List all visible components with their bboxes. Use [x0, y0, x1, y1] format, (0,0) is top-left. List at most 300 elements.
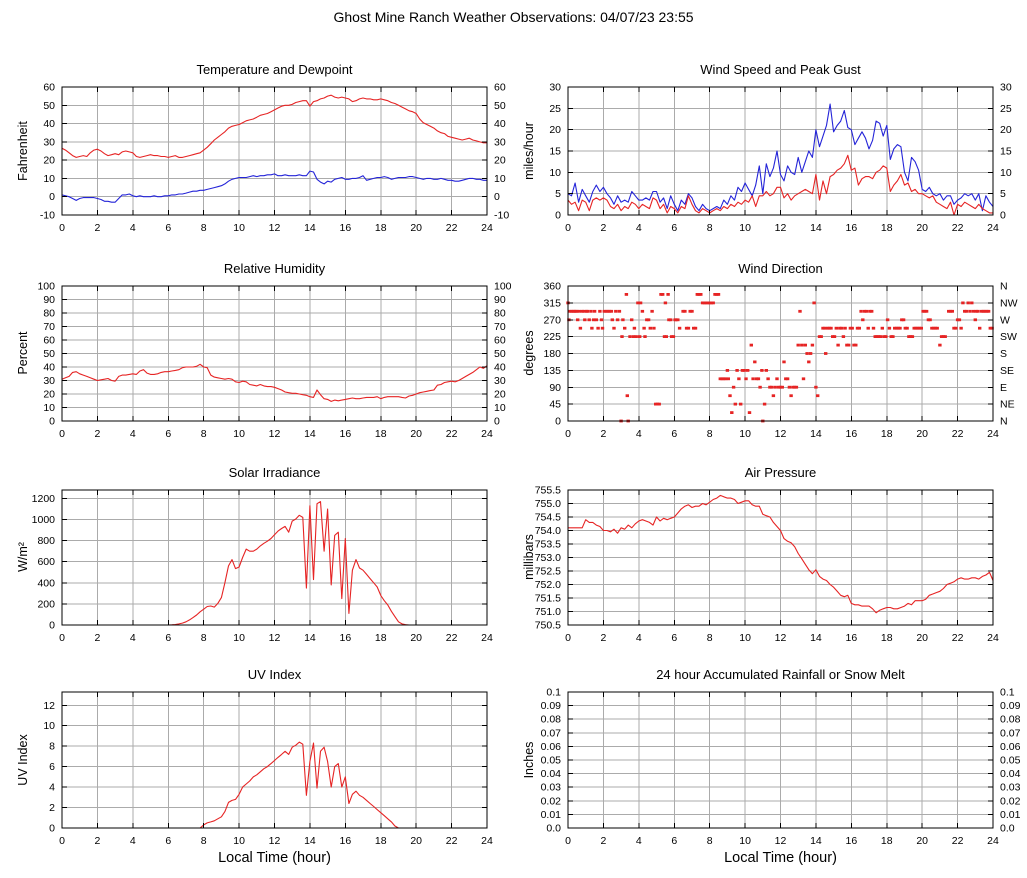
- y-tick-label-left: 50: [43, 348, 55, 360]
- x-tick-label: 20: [916, 632, 929, 644]
- y-tick-label-right: 10: [494, 402, 506, 414]
- y-tick-label-right: 60: [494, 334, 506, 347]
- x-tick-label: 12: [774, 835, 787, 847]
- scatter-point: [590, 327, 593, 330]
- scatter-point: [717, 293, 720, 296]
- y-tick-label-left: 225: [543, 331, 561, 344]
- y-tick-label-right: E: [1000, 381, 1008, 394]
- x-tick-label: 18: [374, 632, 387, 644]
- y-tick-label-left: 2: [49, 802, 55, 815]
- scatter-point: [666, 293, 669, 296]
- scatter-point: [870, 310, 873, 313]
- x-tick-label: 14: [304, 632, 316, 644]
- scatter-point: [959, 327, 962, 330]
- scatter-point: [586, 310, 589, 313]
- y-tick-label-left: 0.08: [540, 713, 561, 726]
- scatter-point: [809, 352, 812, 355]
- scatter-point: [753, 361, 756, 364]
- scatter-point: [928, 318, 931, 321]
- y-tick-label-right: 25: [1000, 102, 1012, 115]
- air-pressure-plot: [513, 484, 1027, 649]
- x-tick-label: 16: [339, 835, 352, 847]
- x-tick-label: 16: [339, 222, 352, 234]
- y-tick-label-right: 10: [494, 172, 506, 185]
- y-tick-label-left: 0.04: [540, 768, 561, 781]
- y-axis-label: degrees: [522, 330, 536, 376]
- scatter-point: [600, 318, 603, 321]
- y-tick-label-right: 0.03: [1000, 781, 1021, 794]
- y-tick-label-left: 755.5: [534, 484, 561, 497]
- y-tick-label-left: 270: [543, 314, 561, 327]
- x-tick-label: 6: [671, 632, 678, 644]
- relative-humidity-plot: [7, 280, 542, 445]
- x-tick-label: 10: [739, 632, 751, 644]
- x-tick-label: 16: [845, 222, 858, 234]
- y-tick-label-right: 20: [494, 388, 506, 401]
- x-tick-label: 18: [374, 222, 387, 234]
- scatter-point: [820, 335, 823, 338]
- x-tick-label: 24: [987, 428, 999, 440]
- x-tick-label: 8: [200, 835, 207, 847]
- y-tick-label-right: S: [1000, 348, 1008, 360]
- scatter-point: [976, 310, 979, 313]
- y-tick-label-left: 0.09: [540, 700, 561, 713]
- scatter-point: [620, 335, 623, 338]
- x-tick-label: 24: [481, 222, 493, 234]
- chart-title: Wind Speed and Peak Gust: [700, 62, 861, 77]
- x-tick-label: 2: [600, 835, 607, 847]
- x-tick-label: 12: [774, 428, 787, 440]
- scatter-point: [798, 310, 801, 313]
- x-tick-label: 12: [268, 222, 281, 234]
- y-axis-label: Fahrenheit: [16, 121, 30, 181]
- x-tick-label: 12: [774, 632, 787, 644]
- scatter-point: [842, 335, 845, 338]
- x-tick-label: 4: [129, 222, 136, 234]
- scatter-point: [727, 377, 730, 380]
- chart-title: Temperature and Dewpoint: [196, 62, 353, 77]
- x-tick-label: 0: [59, 632, 65, 644]
- y-tick-label-right: W: [1000, 314, 1010, 327]
- scatter-point: [596, 327, 599, 330]
- x-tick-label: 22: [445, 428, 458, 440]
- scatter-point: [743, 369, 746, 372]
- y-tick-label-left: 360: [543, 280, 561, 293]
- x-tick-label: 20: [916, 428, 929, 440]
- y-tick-label-right: 60: [494, 81, 506, 94]
- scatter-point: [751, 377, 754, 380]
- y-tick-label-right: 90: [494, 294, 506, 306]
- y-tick-label-left: 755.0: [534, 498, 561, 510]
- scatter-point: [616, 318, 619, 321]
- y-axis-label: W/m²: [16, 542, 30, 572]
- scatter-point: [920, 327, 923, 330]
- scatter-point: [699, 293, 702, 296]
- x-tick-label: 8: [706, 428, 713, 440]
- y-tick-label-right: N: [1000, 415, 1008, 428]
- x-tick-label: 6: [671, 835, 678, 847]
- x-tick-label: 10: [739, 222, 751, 234]
- scatter-point: [786, 377, 789, 380]
- scatter-point: [628, 335, 631, 338]
- y-tick-label-left: 752.5: [534, 565, 561, 578]
- scatter-point: [800, 344, 803, 347]
- x-tick-label: 16: [845, 632, 858, 644]
- y-tick-label-right: 40: [494, 118, 506, 131]
- x-tick-label: 4: [635, 428, 642, 440]
- y-tick-label-right: -10: [494, 209, 510, 222]
- scatter-point: [739, 403, 742, 406]
- x-tick-label: 18: [880, 428, 893, 440]
- y-tick-label-right: 0: [494, 415, 500, 428]
- scatter-point: [967, 302, 970, 305]
- x-tick-label: 20: [916, 835, 929, 847]
- scatter-point: [672, 335, 675, 338]
- scatter-point: [789, 394, 792, 397]
- y-tick-label-left: 0.05: [540, 754, 561, 767]
- scatter-point: [612, 327, 615, 330]
- scatter-point: [951, 310, 954, 313]
- y-tick-label-left: 0.06: [540, 740, 561, 753]
- x-tick-label: 20: [916, 222, 929, 234]
- x-tick-label: 0: [59, 428, 65, 440]
- y-tick-label-right: 50: [494, 99, 506, 112]
- y-tick-label-left: 10: [43, 172, 55, 185]
- y-tick-label-left: 6: [49, 761, 55, 774]
- y-tick-label-left: 15: [549, 145, 561, 158]
- y-tick-label-right: 30: [494, 136, 506, 149]
- y-tick-label-right: 20: [1000, 124, 1012, 137]
- scatter-point: [728, 394, 731, 397]
- scatter-point: [618, 310, 621, 313]
- scatter-point: [881, 327, 884, 330]
- x-tick-label: 8: [706, 222, 713, 234]
- y-tick-label-left: 0: [49, 191, 55, 204]
- y-tick-label-right: 20: [494, 154, 506, 167]
- scatter-point: [840, 327, 843, 330]
- x-tick-label: 14: [304, 428, 316, 440]
- scatter-point: [858, 327, 861, 330]
- scatter-point: [763, 403, 766, 406]
- scatter-point: [872, 327, 875, 330]
- scatter-point: [760, 369, 763, 372]
- scatter-point: [765, 369, 768, 372]
- y-axis-label: Inches: [522, 741, 536, 779]
- x-tick-label: 2: [94, 835, 101, 847]
- x-tick-label: 0: [59, 835, 65, 847]
- x-axis-label: Local Time (hour): [724, 850, 837, 866]
- y-tick-label-right: 50: [494, 348, 506, 360]
- y-tick-label-left: 12: [43, 699, 55, 712]
- y-tick-label-left: 751.5: [534, 592, 561, 605]
- x-tick-label: 10: [233, 428, 245, 440]
- y-tick-label-right: 0: [1000, 209, 1006, 222]
- scatter-point: [641, 310, 644, 313]
- x-tick-label: 12: [774, 222, 787, 234]
- y-tick-label-left: 60: [43, 81, 55, 94]
- x-tick-label: 0: [59, 222, 65, 234]
- x-axis-label: Local Time (hour): [218, 850, 331, 866]
- x-tick-label: 0: [565, 428, 571, 440]
- scatter-point: [611, 318, 614, 321]
- scatter-point: [936, 327, 939, 330]
- x-tick-label: 24: [987, 222, 999, 234]
- y-tick-label-left: 0: [49, 822, 55, 835]
- x-tick-label: 10: [233, 222, 245, 234]
- y-tick-label-right: 40: [494, 361, 506, 374]
- scatter-point: [891, 335, 894, 338]
- scatter-point: [687, 327, 690, 330]
- scatter-point: [661, 293, 664, 296]
- y-tick-label-left: 753.0: [534, 552, 561, 564]
- scatter-point: [812, 302, 815, 305]
- wind-speed-gust-plot: [513, 81, 1027, 239]
- x-tick-label: 2: [600, 428, 607, 440]
- y-tick-label-left: 315: [543, 297, 561, 310]
- scatter-point: [797, 344, 800, 347]
- x-tick-label: 2: [94, 428, 101, 440]
- y-tick-label-left: 50: [43, 99, 55, 112]
- scatter-point: [816, 394, 819, 397]
- y-axis-label: millibars: [522, 534, 536, 580]
- x-tick-label: 2: [94, 632, 101, 644]
- x-tick-label: 16: [845, 835, 858, 847]
- y-tick-label-left: 1000: [31, 514, 55, 527]
- y-tick-label-right: NE: [1000, 398, 1015, 411]
- x-tick-label: 2: [600, 632, 607, 644]
- y-tick-label-right: SW: [1000, 331, 1017, 344]
- scatter-point: [642, 327, 645, 330]
- scatter-point: [805, 352, 808, 355]
- scatter-point: [867, 327, 870, 330]
- scatter-point: [925, 310, 928, 313]
- y-tick-label-left: 10: [43, 402, 55, 414]
- scatter-point: [938, 344, 941, 347]
- scatter-point: [576, 318, 579, 321]
- scatter-point: [802, 377, 805, 380]
- scatter-point: [650, 310, 653, 313]
- x-tick-label: 16: [339, 428, 352, 440]
- scatter-point: [712, 302, 715, 305]
- scatter-point: [829, 327, 832, 330]
- scatter-point: [730, 411, 733, 414]
- scatter-point: [734, 403, 737, 406]
- y-tick-label-left: 10: [549, 166, 561, 179]
- scatter-point: [774, 386, 777, 389]
- y-tick-label-left: 70: [43, 321, 55, 333]
- scatter-point: [694, 327, 697, 330]
- x-tick-label: 4: [635, 632, 642, 644]
- y-tick-label-right: 10: [1000, 166, 1012, 179]
- scatter-point: [732, 386, 735, 389]
- scatter-point: [623, 327, 626, 330]
- scatter-point: [865, 310, 868, 313]
- rainfall-plot: [513, 686, 1027, 852]
- scatter-point: [665, 335, 668, 338]
- scatter-point: [735, 369, 738, 372]
- y-tick-label-right: N: [1000, 280, 1008, 293]
- x-tick-label: 20: [410, 222, 423, 234]
- scatter-point: [968, 310, 971, 313]
- scatter-point: [664, 302, 667, 305]
- scatter-point: [676, 318, 679, 321]
- x-tick-label: 22: [445, 222, 458, 234]
- scatter-point: [690, 310, 693, 313]
- y-tick-label-right: 30: [1000, 81, 1012, 94]
- scatter-point: [824, 352, 827, 355]
- y-tick-label-right: 0: [494, 191, 500, 204]
- y-tick-label-left: 30: [43, 375, 55, 387]
- scatter-point: [974, 318, 977, 321]
- scatter-point: [814, 386, 817, 389]
- y-tick-label-left: -10: [39, 209, 55, 222]
- scatter-point: [614, 310, 617, 313]
- y-tick-label-left: 0.0: [546, 822, 561, 835]
- scatter-point: [737, 377, 740, 380]
- y-tick-label-left: 753.5: [534, 538, 561, 551]
- x-tick-label: 12: [268, 632, 281, 644]
- scatter-point: [884, 335, 887, 338]
- y-axis-label: miles/hour: [522, 122, 536, 180]
- scatter-point: [601, 327, 604, 330]
- scatter-point: [633, 327, 636, 330]
- x-tick-label: 4: [129, 835, 136, 847]
- x-tick-label: 10: [739, 428, 751, 440]
- x-tick-label: 2: [94, 222, 101, 234]
- x-tick-label: 0: [565, 222, 571, 234]
- y-tick-label-left: 0: [555, 415, 561, 428]
- scatter-point: [861, 318, 864, 321]
- x-tick-label: 8: [706, 632, 713, 644]
- y-tick-label-left: 751.0: [534, 606, 561, 618]
- chart-title: Relative Humidity: [223, 261, 326, 276]
- scatter-point: [905, 327, 908, 330]
- scatter-point: [746, 369, 749, 372]
- chart-title: UV Index: [247, 667, 302, 682]
- scatter-point: [772, 394, 775, 397]
- scatter-point: [610, 310, 613, 313]
- scatter-point: [726, 369, 729, 372]
- scatter-point: [836, 344, 839, 347]
- y-tick-label-right: 0.06: [1000, 740, 1021, 753]
- y-tick-label-right: NW: [1000, 297, 1018, 310]
- x-tick-label: 8: [706, 835, 713, 847]
- scatter-point: [630, 318, 633, 321]
- scatter-point: [958, 318, 961, 321]
- scatter-point: [978, 327, 981, 330]
- scatter-point: [770, 386, 773, 389]
- x-tick-label: 12: [268, 428, 281, 440]
- scatter-point: [598, 310, 601, 313]
- scatter-point: [833, 335, 836, 338]
- y-tick-label-left: 45: [549, 398, 561, 411]
- x-tick-label: 22: [951, 835, 964, 847]
- page-title: Ghost Mine Ranch Weather Observations: 04/07/23 23:55: [333, 9, 694, 25]
- solar-irradiance-plot: [7, 484, 542, 649]
- x-tick-label: 6: [671, 428, 678, 440]
- x-tick-label: 8: [200, 222, 207, 234]
- x-tick-label: 22: [445, 632, 458, 644]
- y-tick-label-left: 200: [37, 598, 55, 611]
- x-tick-label: 4: [635, 222, 642, 234]
- y-tick-label-right: 80: [494, 307, 506, 320]
- scatter-point: [847, 344, 850, 347]
- scatter-point: [851, 327, 854, 330]
- x-tick-label: 6: [165, 428, 172, 440]
- y-tick-label-left: 60: [43, 334, 55, 347]
- scatter-point: [795, 386, 798, 389]
- scatter-point: [944, 335, 947, 338]
- x-tick-label: 6: [671, 222, 678, 234]
- scatter-point: [859, 310, 862, 313]
- x-tick-label: 20: [410, 428, 423, 440]
- y-tick-label-left: 90: [549, 381, 561, 394]
- x-tick-label: 4: [129, 632, 136, 644]
- y-tick-label-left: 754.0: [534, 525, 561, 537]
- x-tick-label: 18: [374, 835, 387, 847]
- scatter-point: [886, 318, 889, 321]
- y-tick-label-left: 400: [37, 577, 55, 590]
- x-tick-label: 0: [565, 835, 571, 847]
- x-tick-label: 4: [129, 428, 136, 440]
- y-tick-label-left: 40: [43, 361, 55, 374]
- wind-direction-plot: [513, 280, 1027, 445]
- x-tick-label: 24: [481, 632, 493, 644]
- x-tick-label: 2: [600, 222, 607, 234]
- x-tick-label: 12: [268, 835, 281, 847]
- scatter-point: [639, 302, 642, 305]
- x-tick-label: 22: [951, 632, 964, 644]
- scatter-point: [635, 335, 638, 338]
- scatter-point: [757, 377, 760, 380]
- scatter-point: [750, 344, 753, 347]
- scatter-point: [579, 327, 582, 330]
- scatter-point: [647, 318, 650, 321]
- x-tick-label: 14: [810, 428, 822, 440]
- y-tick-label-right: 0.07: [1000, 727, 1021, 740]
- y-tick-label-right: 70: [494, 321, 506, 333]
- y-tick-label-left: 0.1: [546, 686, 561, 699]
- x-tick-label: 14: [810, 835, 822, 847]
- scatter-point: [669, 318, 672, 321]
- scatter-point: [835, 327, 838, 330]
- y-tick-label-left: 750.5: [534, 619, 561, 632]
- scatter-point: [898, 327, 901, 330]
- y-tick-label-right: 0.02: [1000, 795, 1021, 808]
- scatter-point: [758, 386, 761, 389]
- y-tick-label-left: 20: [43, 388, 55, 401]
- y-tick-label-right: 0.08: [1000, 713, 1021, 726]
- scatter-point: [643, 335, 646, 338]
- x-tick-label: 6: [165, 632, 172, 644]
- y-tick-label-left: 30: [43, 136, 55, 149]
- x-tick-label: 24: [481, 835, 493, 847]
- scatter-point: [775, 377, 778, 380]
- scatter-point: [965, 310, 968, 313]
- y-tick-label-left: 752.0: [534, 579, 561, 591]
- uv-index-plot: [7, 686, 542, 852]
- y-tick-label-right: 15: [1000, 145, 1012, 158]
- scatter-point: [595, 318, 598, 321]
- x-tick-label: 6: [165, 835, 172, 847]
- scatter-point: [788, 386, 791, 389]
- scatter-point: [811, 344, 814, 347]
- x-tick-label: 14: [304, 835, 316, 847]
- y-tick-label-right: 5: [1000, 188, 1006, 201]
- y-tick-label-left: 135: [543, 364, 561, 377]
- x-tick-label: 24: [987, 632, 999, 644]
- y-tick-label-left: 40: [43, 118, 55, 131]
